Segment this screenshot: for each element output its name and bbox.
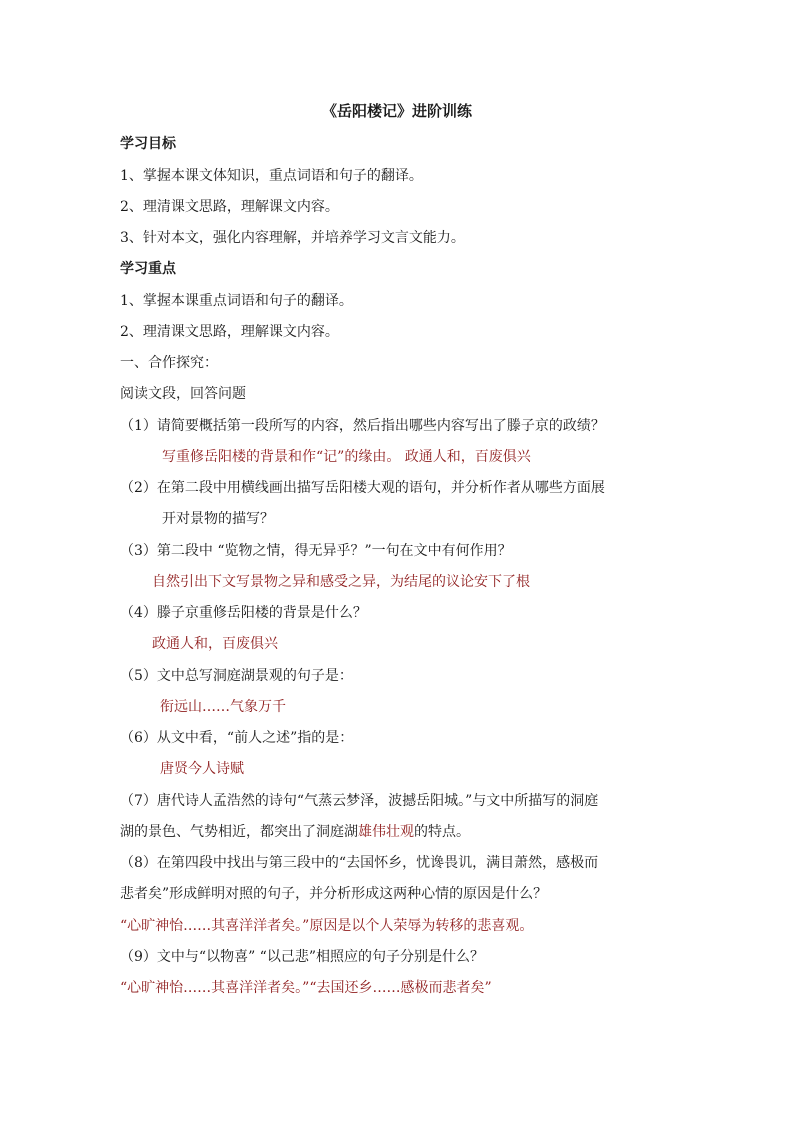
- answer-4: 政通人和，百废俱兴: [152, 636, 278, 652]
- key-point-item: 1、掌握本课重点词语和句子的翻译。: [120, 293, 353, 309]
- question-9: （9）文中与“以物喜” “以己悲”相照应的句子分别是什么？: [120, 949, 484, 965]
- section-title: 一、合作探究：: [120, 355, 218, 371]
- question-4: （4）滕子京重修岳阳楼的背景是什么？: [120, 605, 367, 621]
- goal-item: 2、理清课文思路，理解课文内容。: [120, 199, 339, 215]
- question-1: （1）请简要概括第一段所写的内容，然后指出哪些内容写出了滕子京的政绩？: [120, 418, 605, 434]
- instruction-text: 阅读文段，回答问题: [120, 386, 246, 402]
- answer-9: “心旷神怡……其喜洋洋者矣。”“去国还乡……感极而悲者矣”: [120, 980, 492, 996]
- question-7-text-c: 的特点。: [414, 824, 470, 840]
- key-heading: 学习重点: [120, 261, 176, 277]
- question-5: （5）文中总写洞庭湖景观的句子是：: [120, 668, 353, 684]
- document-title: 《岳阳楼记》进阶训练: [321, 102, 472, 120]
- goal-item: 3、针对本文，强化内容理解，并培养学习文言文能力。: [120, 230, 465, 246]
- answer-7: 雄伟壮观: [358, 824, 414, 840]
- answer-1: 写重修岳阳楼的背景和作“记”的缘由。 政通人和，百废俱兴: [162, 449, 531, 465]
- answer-6: 唐贤今人诗赋: [160, 761, 244, 777]
- answer-3: 自然引出下文写景物之异和感受之异，为结尾的议论安下了根: [152, 574, 530, 590]
- question-8-line-2: 悲者矣”形成鲜明对照的句子，并分析形成这两种心情的原因是什么？: [120, 886, 548, 902]
- question-2-line-1: （2）在第二段中用横线画出描写岳阳楼大观的语句，并分析作者从哪些方面展: [120, 480, 605, 496]
- question-2-line-2: 开对景物的描写？: [162, 511, 274, 527]
- question-8-line-1: （8）在第四段中找出与第三段中的“去国怀乡，忧谗畏讥，满目萧然，感极而: [120, 855, 599, 871]
- question-3: （3）第二段中 “览物之情，得无异乎？”一句在文中有何作用？: [120, 543, 512, 559]
- answer-8: “心旷神怡……其喜洋洋者矣。”原因是以个人荣辱为转移的悲喜观。: [120, 918, 534, 934]
- goal-item: 1、掌握本课文体知识，重点词语和句子的翻译。: [120, 168, 423, 184]
- goals-heading: 学习目标: [120, 136, 176, 152]
- answer-5: 衔远山……气象万千: [160, 699, 286, 715]
- question-7-text-a: 湖的景色、气势相近，都突出了洞庭湖: [120, 824, 358, 840]
- question-6: （6）从文中看，“前人之述”指的是：: [120, 730, 354, 746]
- key-point-item: 2、理清课文思路，理解课文内容。: [120, 324, 339, 340]
- question-7-line-1: （7）唐代诗人孟浩然的诗句“气蒸云梦泽，波撼岳阳城。”与文中所描写的洞庭: [120, 793, 599, 809]
- question-7-line-2: [120, 822, 470, 842]
